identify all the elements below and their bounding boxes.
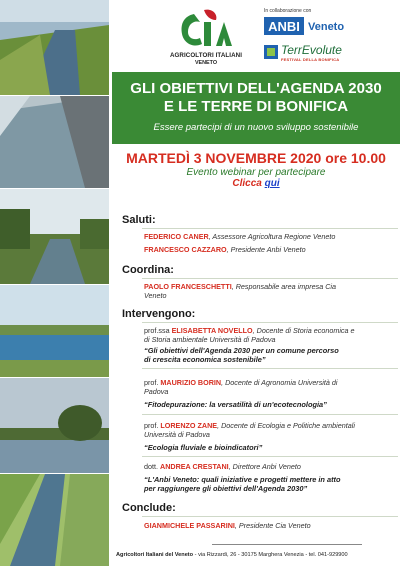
footer-address: - via Rizzardi, 26 - 30175 Marghera Venezia - tel. 041-929900 (193, 552, 348, 558)
speaker-title: prof.ssa (144, 326, 170, 335)
coordina-person (144, 282, 394, 300)
banner-title-line2: E LE TERRE DI BONIFICA (163, 98, 349, 115)
person-role: , Presidente Anbi Veneto (226, 245, 306, 254)
cia-logo-mark (176, 8, 236, 50)
terrevolute-logo (264, 43, 360, 65)
person-name: FRANCESCO CAZZARO (144, 245, 227, 254)
footer (116, 552, 400, 558)
speaker-3-talk (144, 443, 394, 452)
coordina-divider (142, 278, 398, 279)
speaker-1 (144, 326, 394, 344)
speaker-title: dott. (144, 462, 158, 471)
speaker-divider (142, 368, 398, 369)
photo-strip (0, 0, 109, 566)
footer-divider (212, 544, 362, 545)
terrevolute-name: TerrEvolute (281, 43, 342, 57)
speaker-role-line2: di Storia ambientale Università di Padova (144, 335, 276, 344)
person-role: , Assessore Agricoltura Regione Veneto (208, 232, 336, 241)
banner-title (112, 80, 400, 116)
intervengono-divider (142, 322, 398, 323)
saluti-divider (142, 228, 398, 229)
speaker-title: prof. (144, 421, 159, 430)
title-banner (112, 72, 400, 144)
saluti-person-2 (144, 245, 394, 254)
intervengono-heading: Intervengono: (122, 308, 196, 320)
click-line (112, 178, 400, 189)
speaker-name: MAURIZIO BORIN (160, 378, 222, 387)
footer-org: Agricoltori Italiani del Veneto (116, 552, 194, 558)
conclude-person (144, 521, 394, 530)
speaker-divider (142, 456, 398, 457)
collab-label: In collaborazione con (264, 8, 312, 14)
speaker-name: ANDREA CRESTANI (160, 462, 229, 471)
talk-line1: “Ecologia fluviale e bioindicatori” (144, 443, 263, 452)
conclude-divider (142, 516, 398, 517)
speaker-role: , Docente di Storia economica e (252, 326, 355, 335)
talk-line2: di crescita economica sostenibile” (144, 355, 266, 364)
cia-logo (160, 8, 252, 70)
speaker-3 (144, 421, 394, 439)
canal-photo-1 (0, 0, 109, 95)
speaker-title: prof. (144, 378, 159, 387)
coordina-heading: Coordina: (122, 264, 174, 276)
speaker-name: ELISABETTA NOVELLO (171, 326, 253, 335)
talk-line2: per raggiungere gli obiettivi dell'Agenda 2030” (144, 484, 308, 493)
speaker-4-talk (144, 475, 394, 493)
talk-line1: “Gli obiettivi dell'Agenda 2030 per un comune percorso (144, 346, 339, 355)
anbi-text: ANBI (268, 19, 300, 34)
banner-subtitle: Essere partecipi di un nuovo sviluppo sostenibile (153, 122, 359, 133)
speaker-role-line2: Università di Padova (144, 430, 210, 439)
content-column (112, 0, 400, 566)
person-name: GIANMICHELE PASSARINI (144, 521, 235, 530)
person-name: FEDERICO CANER (144, 232, 209, 241)
speaker-divider (142, 414, 398, 415)
terrevolute-sub: FESTIVAL DELLA BONIFICA (281, 57, 340, 62)
saluti-person-1 (144, 232, 394, 241)
saluti-heading: Saluti: (122, 214, 156, 226)
speaker-role: , Docente di Ecologia e Politiche ambientali (217, 421, 355, 430)
banner-title-line1: GLI OBIETTIVI DELL'AGENDA 2030 (130, 80, 382, 97)
event-date: MARTEDÌ 3 NOVEMBRE 2020 ore 10.00 (126, 150, 386, 166)
cia-name: AGRICOLTORI ITALIANI (169, 52, 243, 59)
event-type: Evento webinar per partecipare (186, 167, 326, 178)
cia-region: VENETO (194, 60, 218, 66)
canal-photo-4 (0, 285, 109, 377)
speaker-name: LORENZO ZANE (160, 421, 218, 430)
canal-photo-3 (0, 189, 109, 284)
anbi-logo (264, 15, 360, 37)
speaker-2-talk (144, 400, 394, 409)
person-role-line2: Veneto (144, 291, 167, 300)
speaker-1-talk (144, 346, 394, 364)
person-role: , Responsabile area impresa Cia (231, 282, 336, 291)
conclude-heading: Conclude: (122, 502, 176, 514)
speaker-role: , Direttore Anbi Veneto (228, 462, 301, 471)
person-role: , Presidente Cia Veneto (234, 521, 311, 530)
talk-line1: “Fitodepurazione: la versatilità di un'ecotecnologia” (144, 400, 327, 409)
canal-photo-6 (0, 474, 109, 566)
click-here-link[interactable]: qui (264, 178, 280, 189)
person-name: PAOLO FRANCESCHETTI (144, 282, 232, 291)
speaker-2 (144, 378, 394, 396)
anbi-region: Veneto (308, 21, 345, 33)
canal-photo-5 (0, 378, 109, 473)
click-label: Clicca (232, 178, 262, 189)
speaker-role: , Docente di Agronomia Università di (221, 378, 338, 387)
talk-line1: “L'Anbi Veneto: quali iniziative e progetti mettere in atto (144, 475, 341, 484)
terrevolute-icon (264, 45, 278, 59)
canal-photo-2 (0, 96, 109, 188)
speaker-4 (144, 462, 394, 471)
speaker-role-line2: Padova (144, 387, 169, 396)
